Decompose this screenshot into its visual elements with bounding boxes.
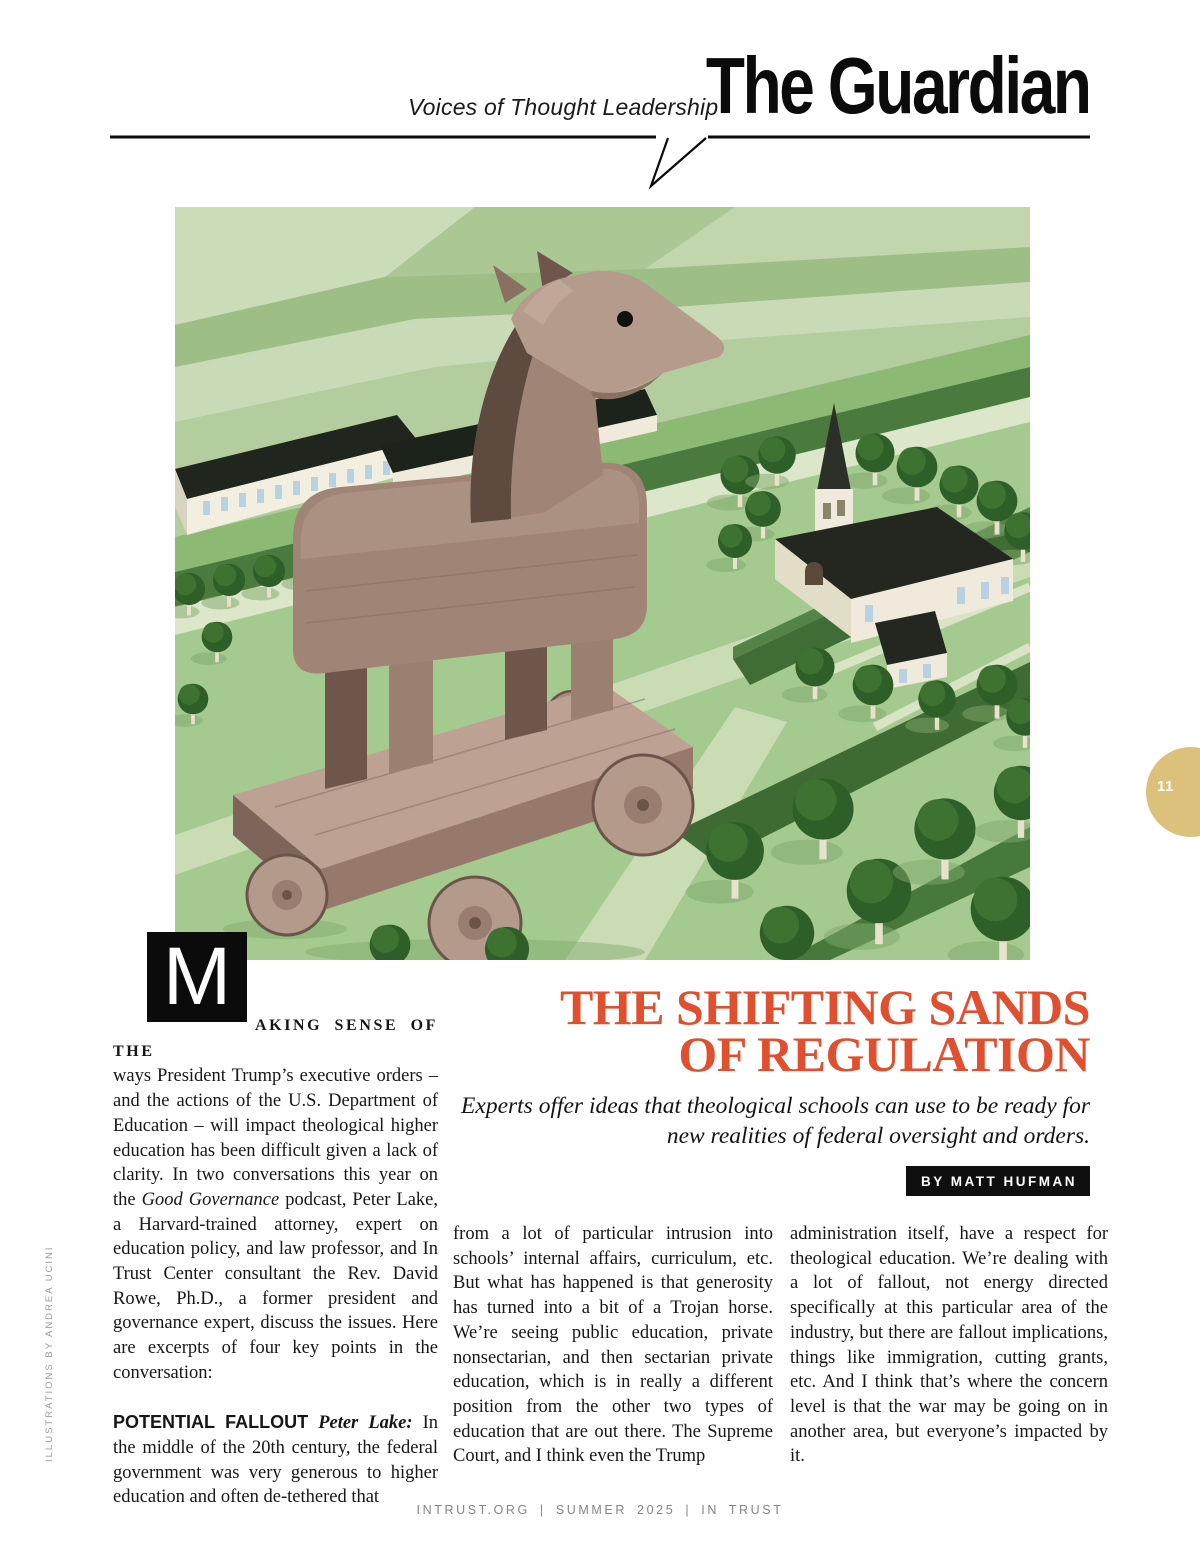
column-2-text: from a lot of particular intrusion into schools’ internal affairs, curriculum, etc. But what has happened is that generosity has turned into a bit of a Trojan horse. We’re seeing public education, private nonsectarian, and then sectarian private education, which is in really a different position from the other two types of education that are out there. The Supreme Court, and I think even the Trump <box>453 1224 773 1467</box>
article-subtitle: Experts offer ideas that theological schools can use to be ready for new realities of federal oversight and orders. <box>461 1093 1090 1149</box>
intro-paragraph <box>113 1013 438 1386</box>
body-column-1 <box>113 931 439 1510</box>
opening-smallcaps: AKING SENSE OF THE <box>113 1017 438 1060</box>
page-number: 11 <box>1157 778 1174 795</box>
byline: BY MATT HUFMAN <box>906 1166 1090 1196</box>
page-footer: INTRUST.ORG | SUMMER 2025 | IN TRUST <box>416 1503 784 1517</box>
column-3-text: administration itself, have a respect for theological education. We’re dealing with a lot of fallout, not energy directed specifically at this particular area of the industry, but there are fallout implications, things like immigration, cutting grants, etc. And I think that’s where the concern level is that the war may be going on in another area, but everyone’s impacted by it. <box>790 1224 1108 1467</box>
body-column-2 <box>453 1222 773 1469</box>
fallout-paragraph <box>113 1410 438 1510</box>
page-number-badge <box>1146 747 1200 837</box>
headline-block <box>445 979 1090 1196</box>
masthead-title: The Guardian <box>706 41 1090 130</box>
eye <box>617 311 633 327</box>
podcast-name: Good Governance <box>141 1189 280 1210</box>
illustration-credit: ILLUSTRATIONS BY ANDREA UCINI <box>44 1245 55 1462</box>
intro-text-2: podcast, Peter Lake, a Harvard-trained attorney, expert on education policy, and law professor, and In Trust Center consultant the Rev. David Rowe, Ph.D., a former president and governance expert, discuss the issues. Here are excerpts of four key points in the conversation: <box>113 1189 439 1383</box>
dropcap-box <box>147 932 247 1022</box>
kicker: Voices of Thought Leadership <box>408 94 719 120</box>
section-heading: POTENTIAL FALLOUT <box>113 1412 309 1433</box>
fallout-text: In the middle of the 20th century, the federal government was very generous to higher education and often de-tethered that <box>113 1413 438 1508</box>
trojan-horse-illustration <box>175 207 1030 960</box>
title-line-1: THE SHIFTING SANDS <box>559 979 1090 1035</box>
title-line-2: OF REGULATION <box>678 1026 1090 1082</box>
article-title <box>445 979 1090 1082</box>
intro-text-1: ways President Trump’s executive orders – and the actions of the U.S. Department of Education – will impact theological higher education has been difficult given a lack of clarity. In two conversations this year on the <box>113 1066 438 1210</box>
speaker-name: Peter Lake: <box>318 1413 413 1434</box>
header-rule-speech-tail <box>0 0 1200 220</box>
body-column-3 <box>790 1222 1108 1469</box>
dropcap-letter: M <box>162 931 232 1022</box>
